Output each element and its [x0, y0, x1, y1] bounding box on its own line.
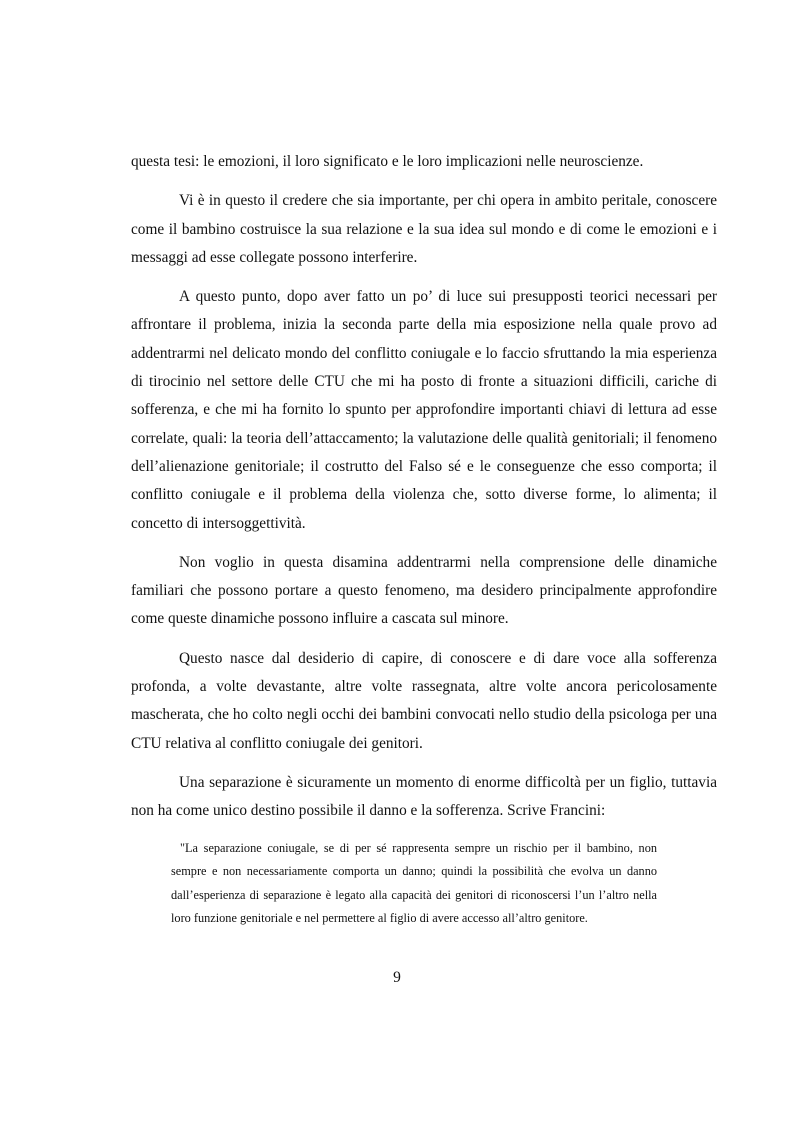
paragraph: Vi è in questo il credere che sia importante, per chi opera in ambito peritale, conoscere come il bambino costruisce la sua relazione e la sua idea sul mondo e di come le emozioni e i messaggi ad esse collegate possono interferire.	[131, 192, 717, 266]
paragraph: Una separazione è sicuramente un momento di enorme difficoltà per un figlio, tuttavia non ha come unico destino possibile il danno e la sofferenza. Scrive Francini:	[131, 773, 717, 820]
paragraph: Questo nasce dal desiderio di capire, di conoscere e di dare voce alla sofferenza profonda, a volte devastante, altre volte rassegnata, altre volte ancora pericolosamente mascherata, che ho colto negli occhi dei bambini convocati nello studio della psicologa per una CTU relativa al conflitto coniugale dei genitori.	[131, 649, 717, 752]
paragraph: A questo punto, dopo aver fatto un po’ di luce sui presupposti teorici necessari per affrontare il problema, inizia la seconda parte della mia esposizione nella quale provo ad addentrarmi nel delicato mondo del conflitto coniugale e lo faccio sfruttando la mia esperienza di tirocinio nel settore delle CTU che mi ha posto di fronte a situazioni difficili, cariche di sofferenza, e che mi ha fornito lo spunto per approfondire importanti chiavi di lettura ad esse correlate, quali: la teoria dell’attaccamento; la valutazione delle qualità genitoriali; il fenomeno dell’alienazione genitoriale; il costrutto del Falso sé e le conseguenze che esso comporta; il conflitto coniugale e il problema della violenza che, sotto diverse forme, lo alimenta; il concetto di intersoggettività.	[131, 288, 717, 532]
page-number: 9	[393, 969, 401, 986]
paragraph: Non voglio in questa disamina addentrarmi nella comprensione delle dinamiche familiari che possono portare a questo fenomeno, ma desidero principalmente approfondire come queste dinamiche possono influire a cascata sul minore.	[131, 553, 717, 628]
block-quote: "La separazione coniugale, se di per sé rappresenta sempre un rischio per il bambino, non sempre e non necessariamente comporta un danno; quindi la possibilità che evolva un danno dall’esperienza di separazione è legato alla capacità dei genitori di riconoscersi l’un l’altro nella loro funzione genitoriale e nel permettere al figlio di avere accesso all’altro genitore.	[171, 840, 657, 926]
body-text	[131, 148, 717, 931]
paragraph-continuation: questa tesi: le emozioni, il loro significato e le loro implicazioni nelle neuroscienze.	[131, 153, 644, 170]
